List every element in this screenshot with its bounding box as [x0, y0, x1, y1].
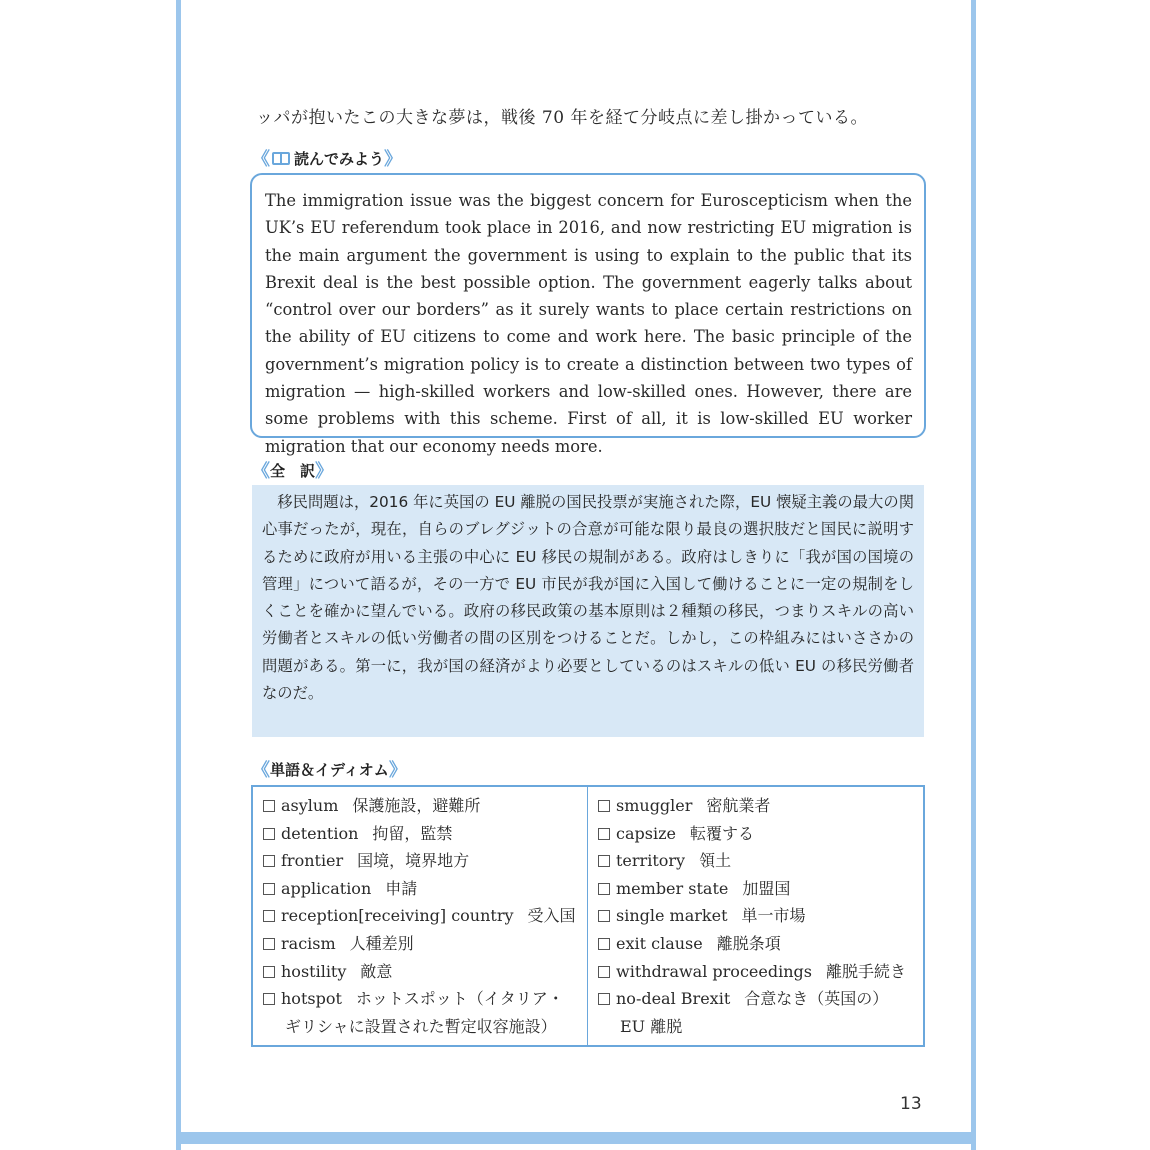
checkbox[interactable] — [263, 883, 275, 895]
vocab-item: asylum 保護施設，避難所 — [263, 792, 587, 820]
vocab-column-left — [253, 787, 588, 1045]
bracket-close-icon: 》 — [384, 149, 403, 170]
vocab-item-continued: ギリシャに設置された暫定収容施設） — [285, 1016, 557, 1036]
book-icon — [272, 152, 290, 165]
reading-heading-label: 読んでみよう — [294, 149, 385, 168]
reading-box — [250, 173, 926, 456]
checkbox[interactable] — [263, 800, 275, 812]
vocab-box — [251, 785, 925, 1047]
vocab-item: reception[receiving] country 受入国 — [263, 902, 587, 930]
checkbox[interactable] — [598, 883, 610, 895]
vocab-item: exit clause 離脱条項 — [598, 930, 923, 958]
vocab-item: frontier 国境，境界地方 — [263, 847, 587, 875]
vocab-item: withdrawal proceedings 離脱手続き — [598, 958, 923, 986]
vocab-item: smuggler 密航業者 — [598, 792, 923, 820]
reading-heading — [252, 147, 402, 169]
checkbox[interactable] — [598, 800, 610, 812]
bracket-close-icon: 》 — [388, 760, 407, 781]
checkbox[interactable] — [598, 966, 610, 978]
checkbox[interactable] — [598, 938, 610, 950]
vocab-item: territory 領土 — [598, 847, 923, 875]
vocab-column-right — [588, 787, 923, 1045]
vocab-item: detention 拘留，監禁 — [263, 820, 587, 848]
vocab-heading-label: 単語＆イディオム — [270, 760, 389, 779]
vocab-item: member state 加盟国 — [598, 875, 923, 903]
checkbox[interactable] — [598, 910, 610, 922]
page-number: 13 — [900, 1094, 922, 1114]
checkbox[interactable] — [598, 855, 610, 867]
translation-passage: 移民問題は，2016 年に英国の EU 離脱の国民投票が実施された際，EU 懐疑主義の最大の関心事だったが，現在，自らのブレグジットの合意が可能な限り最良の選択肢だと国民に説明するために政府が用いる主張の中心に EU 移民の規制がある。政府はしきりに「我が国の国境の管理」について語るが，その一方で EU 市民が我が国に入国して働けることに一定の規制をしくことを確かに望んでいる。政府の移民政策の基本原則は２種類の移民，つまりスキルの高い労働者とスキルの低い労働者の間の区別をつけることだ。しかし，この枠組みにはいささかの問題がある。第一に，我が国の経済がより必要としているのはスキルの低い EU の移民労働者なのだ。 — [262, 493, 914, 703]
checkbox[interactable] — [598, 828, 610, 840]
vocab-item: racism 人種差別 — [263, 930, 587, 958]
vocab-item: capsize 転覆する — [598, 820, 923, 848]
vocab-item: hostility 敵意 — [263, 958, 587, 986]
bracket-open-icon: 《 — [252, 461, 270, 482]
vocab-heading — [252, 758, 407, 780]
vocab-item: no-deal Brexit 合意なき（英国の） — [598, 985, 923, 1013]
checkbox[interactable] — [263, 966, 275, 978]
vocab-item: hotspot ホットスポット（イタリア・ — [263, 985, 587, 1013]
intro-text: ッパが抱いたこの大きな夢は，戦後 70 年を経て分岐点に差し掛かっている。 — [256, 108, 868, 128]
bracket-open-icon: 《 — [252, 760, 270, 781]
translation-heading — [252, 459, 333, 481]
translation-box — [252, 485, 924, 737]
bracket-open-icon: 《 — [252, 149, 270, 170]
checkbox[interactable] — [598, 993, 610, 1005]
vocab-item: application 申請 — [263, 875, 587, 903]
vocab-item-continued: EU 離脱 — [620, 1016, 683, 1036]
checkbox[interactable] — [263, 938, 275, 950]
bracket-close-icon: 》 — [315, 461, 334, 482]
checkbox[interactable] — [263, 910, 275, 922]
translation-heading-label: 全 訳 — [270, 461, 316, 480]
vocab-item: single market 単一市場 — [598, 902, 923, 930]
reading-passage: The immigration issue was the biggest concern for Euroscepticism when the UK’s EU referendum took place in 2016, and now restricting EU migration is the main argument the government is using to explain to the public that its Brexit deal is the best possible option. The government eagerly talks about “control over our borders” as it surely wants to place certain restrictions on the ability of EU citizens to come and work here. The basic principle of the government’s migration policy is to create a distinction between two types of migration — high-skilled workers and low-skilled ones. However, there are some problems with this scheme. First of all, it is low-skilled EU worker migration that our economy needs more. — [265, 191, 912, 456]
checkbox[interactable] — [263, 855, 275, 867]
checkbox[interactable] — [263, 828, 275, 840]
checkbox[interactable] — [263, 993, 275, 1005]
